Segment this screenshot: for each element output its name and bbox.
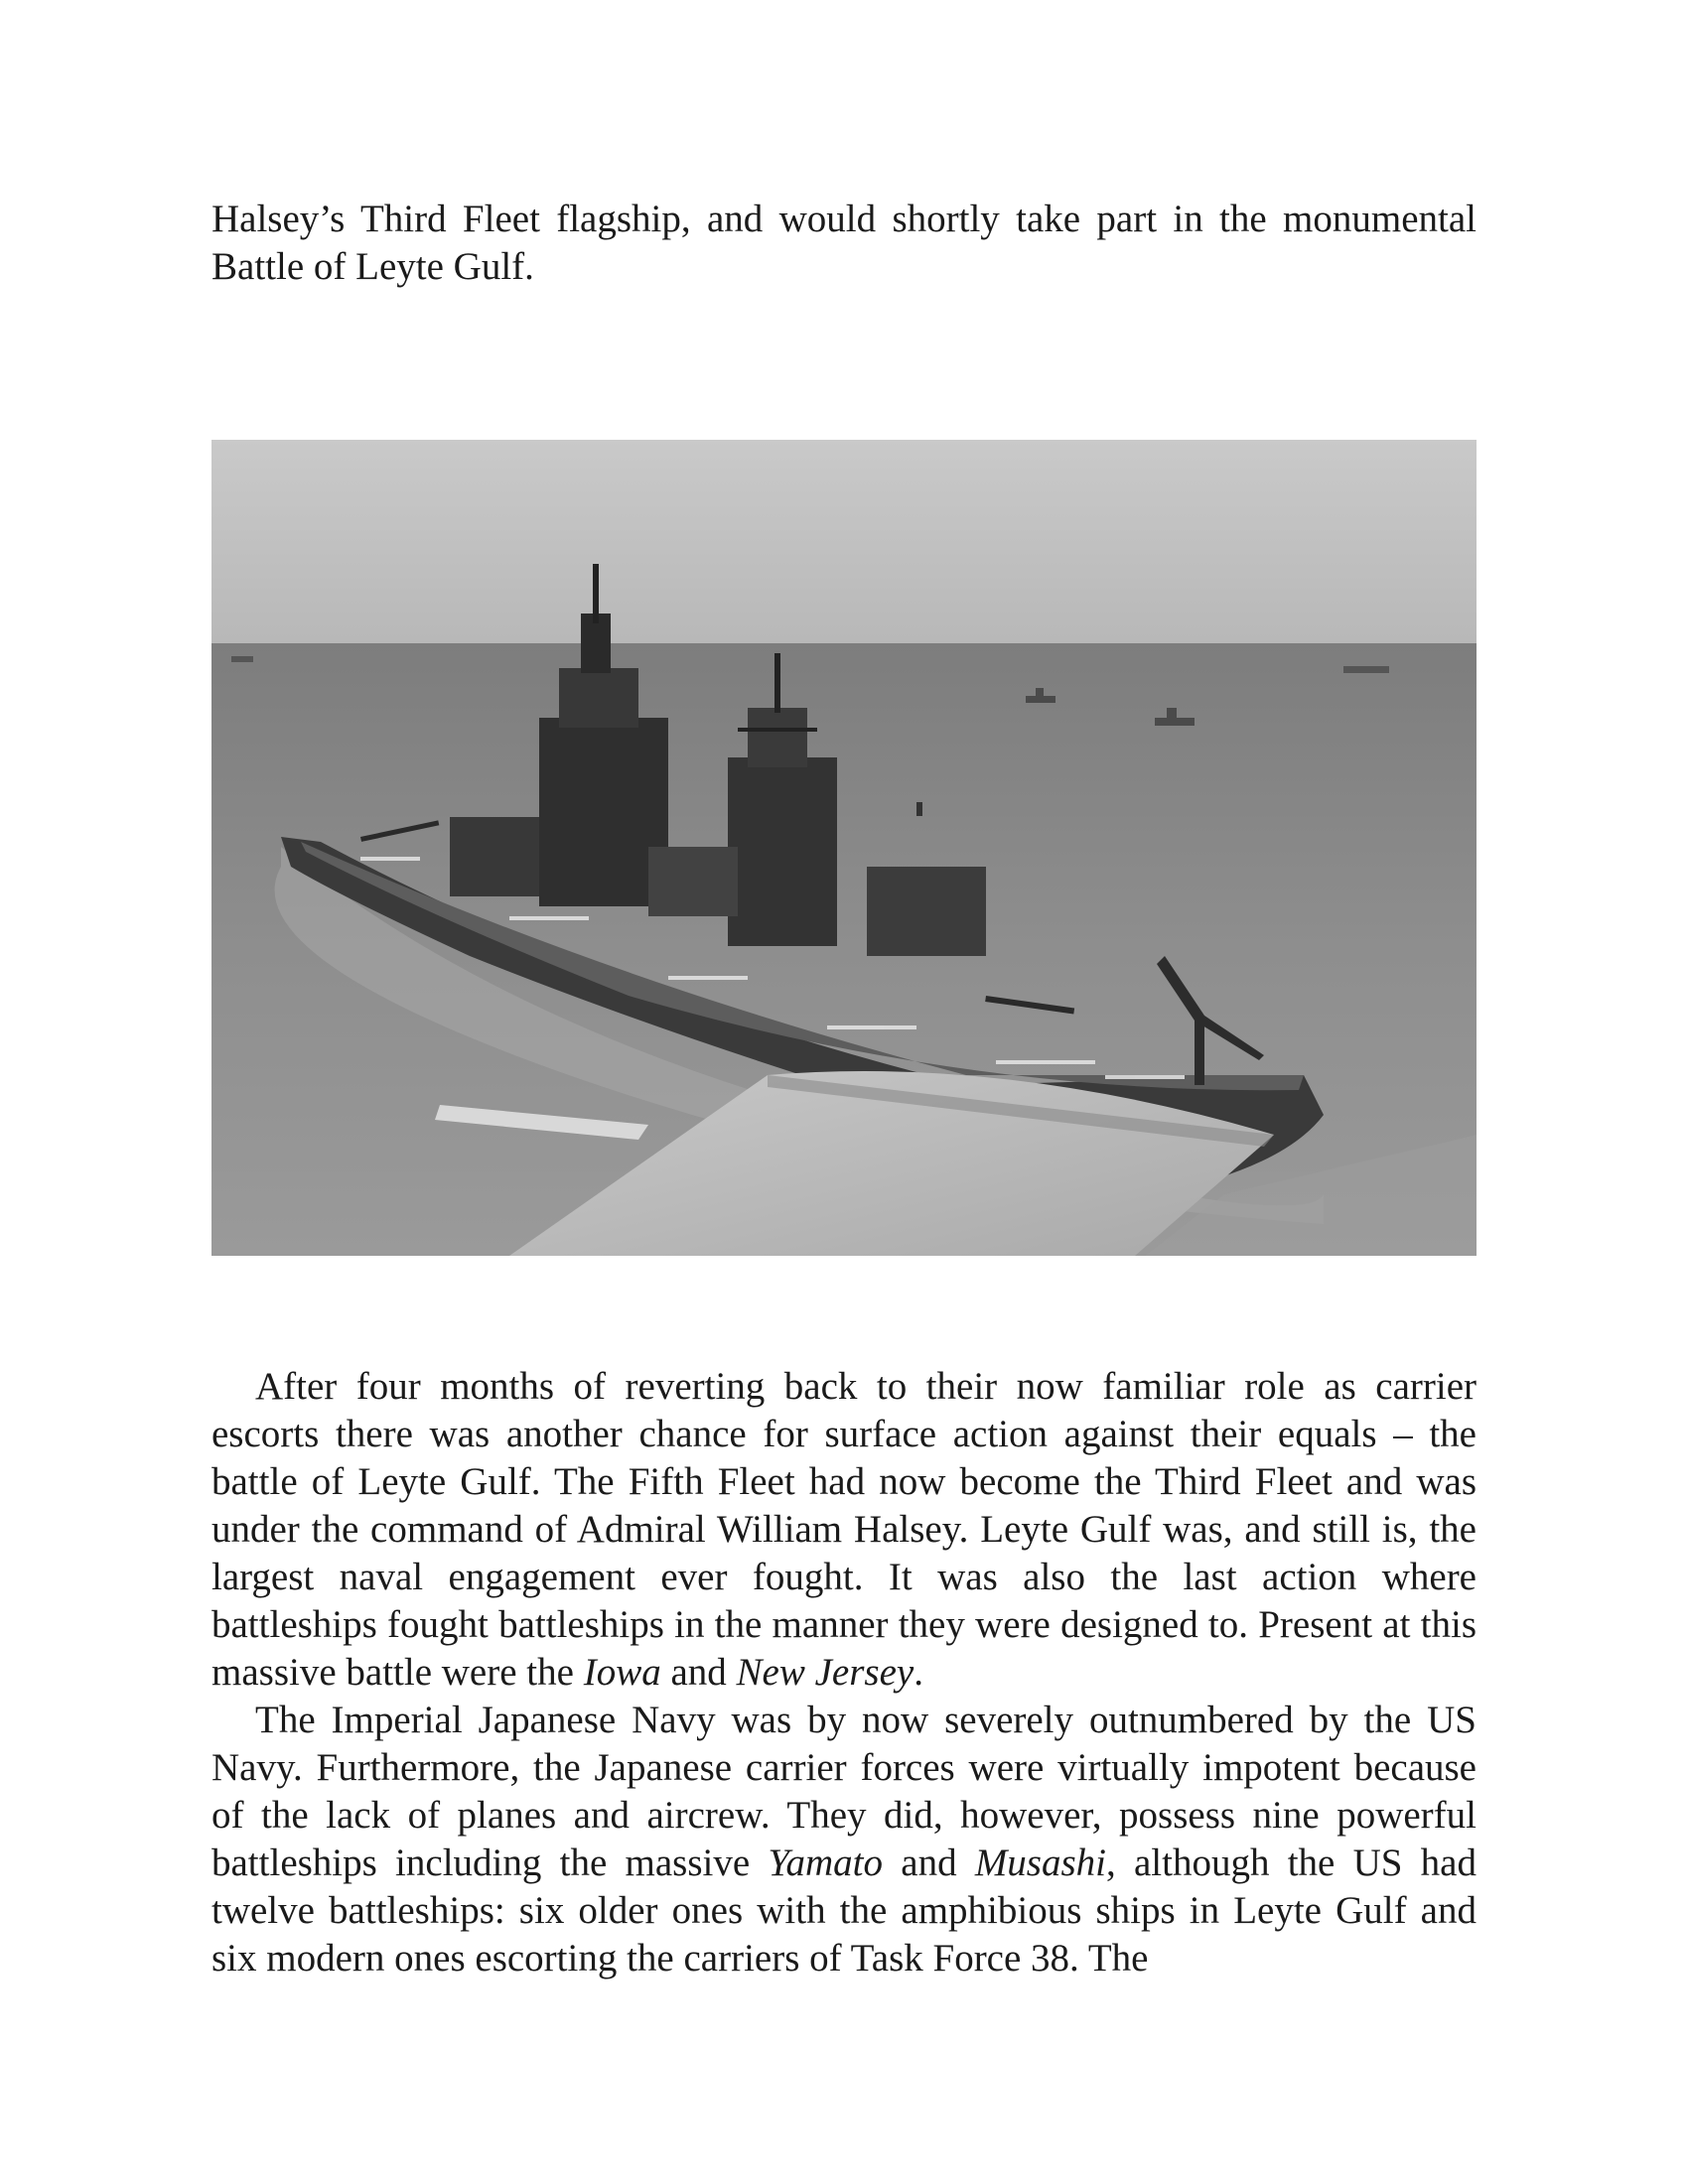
paragraph-2-part-2: and — [883, 1842, 975, 1884]
paragraph-2-part-1: The Imperial Japanese Navy was by now severely outnumbered by the US Navy. Furthermore, the Japanese carrier forces were virtually impotent because of the lack of planes and aircrew. They did, however, possess nine powerful battleships including the massive — [211, 1699, 1477, 1884]
ship-name-new-jersey: New Jersey — [736, 1651, 914, 1694]
paragraph-1-part-2: and — [660, 1651, 737, 1694]
ship-name-yamato: Yamato — [768, 1842, 884, 1884]
body-text-block — [211, 1363, 1477, 1982]
top-paragraph: Halsey’s Third Fleet flagship, and would shortly take part in the monumental Battle of Leyte Gulf. — [211, 198, 1477, 288]
paragraph-1 — [211, 1363, 1477, 1697]
paragraph-1-part-3: . — [914, 1651, 923, 1694]
paragraph-1-part-1: After four months of reverting back to their now familiar role as carrier escorts there was another chance for surface action against their equals – the battle of Leyte Gulf. The Fifth Fleet had now become the Third Fleet and was under the command of Admiral William Halsey. Leyte Gulf was, and still is, the largest naval engagement ever fought. It was also the last action where battleships fought battleships in the manner they were designed to. Present at this massive battle were the — [211, 1365, 1477, 1694]
battleship-photo-icon — [211, 440, 1477, 1256]
top-text-block — [211, 196, 1477, 291]
paragraph-2 — [211, 1697, 1477, 1982]
ship-name-musashi: Musashi — [974, 1842, 1106, 1884]
battleship-photo — [211, 440, 1477, 1256]
ship-name-iowa: Iowa — [583, 1651, 661, 1694]
paragraph-2-part-3: , although the US had twelve battleships: six older ones with the amphibious ships in Leyte Gulf and six modern ones escorting the carriers of Task Force 38. The — [211, 1842, 1477, 1979]
